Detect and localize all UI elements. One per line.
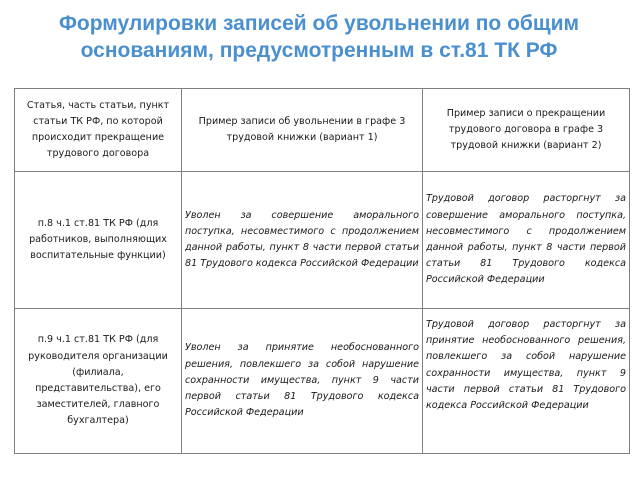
table-row bbox=[15, 309, 630, 454]
page-title-line-2: основаниям, предусмотренным в ст.81 ТК РФ bbox=[80, 39, 558, 62]
header-variant-1: Пример записи об увольнении в графе 3 трудовой книжки (вариант 1) bbox=[182, 89, 423, 172]
header-article: Статья, часть статьи, пункт статьи ТК РФ, по которой происходит прекращение трудового договора bbox=[15, 89, 182, 172]
row-1-variant-1: Уволен за совершение аморального поступка, несовместимого с продолжением данной работы, пункт 8 части первой статьи 81 Трудового кодекса Российской Федерации bbox=[182, 172, 423, 309]
row-2-article: п.9 ч.1 ст.81 ТК РФ (для руководителя организации (филиала, представительства), его заместителей, главного бухгалтера) bbox=[15, 309, 182, 454]
dismissal-records-table bbox=[14, 88, 630, 454]
row-1-variant-2: Трудовой договор расторгнут за совершение аморального поступка, несовместимого с продолжением данной работы, пункт 8 части первой статьи 81 Трудового кодекса Российской Федерации bbox=[423, 172, 630, 309]
table-header-row bbox=[15, 89, 630, 172]
row-2-variant-2: Трудовой договор расторгнут за принятие необоснованного решения, повлекшего за собой нарушение сохранности имущества, пункт 9 части первой статьи 81 Трудового кодекса Российской Федерации bbox=[423, 309, 630, 454]
row-1-article: п.8 ч.1 ст.81 ТК РФ (для работников, выполняющих воспитательные функции) bbox=[15, 172, 182, 309]
page-title bbox=[20, 10, 618, 64]
table-row bbox=[15, 172, 630, 309]
page-title-line-1: Формулировки записей об увольнении по общим bbox=[58, 12, 580, 35]
header-variant-2: Пример записи о прекращении трудового договора в графе 3 трудовой книжки (вариант 2) bbox=[423, 89, 630, 172]
row-2-variant-1: Уволен за принятие необоснованного решения, повлекшего за собой нарушение сохранности имущества, пункт 9 части первой статьи 81 Трудового кодекса Российской Федерации bbox=[182, 309, 423, 454]
